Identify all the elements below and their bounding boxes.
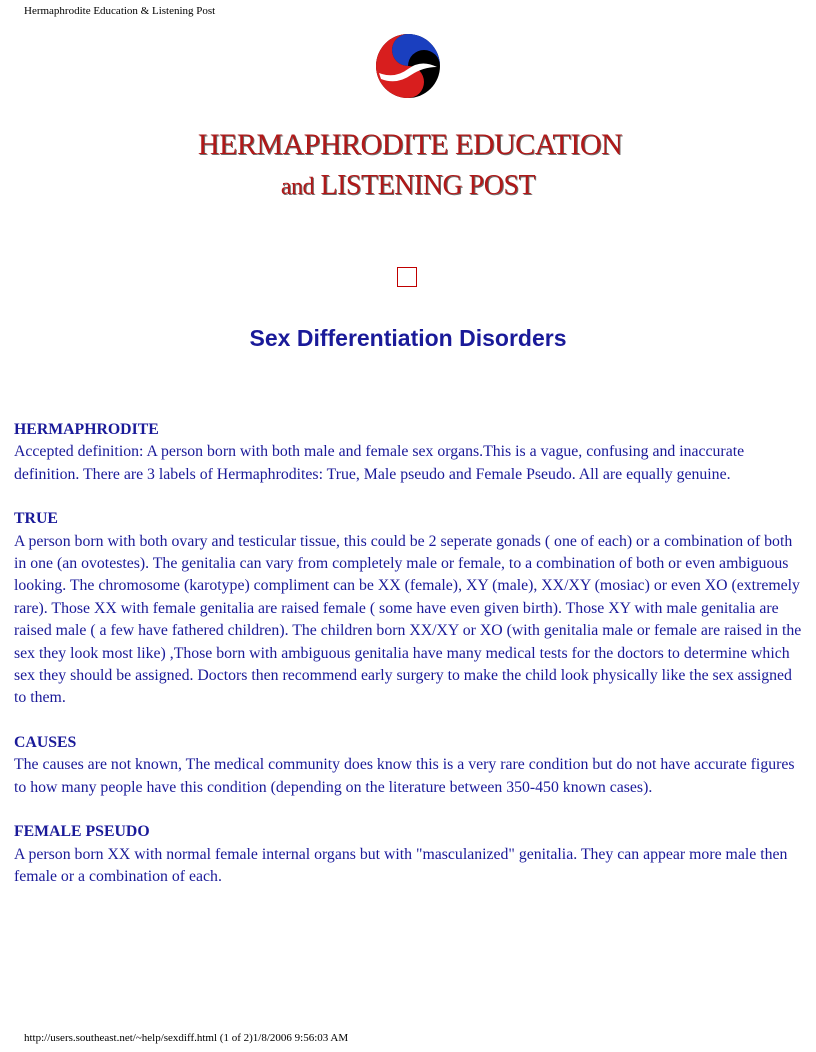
section-body: A person born with both ovary and testicular tissue, this could be 2 seperate gonads ( one of each) or a combination of both in one (an ovotestes). The genitalia can vary from completely male or female, to a combination of both or even ambiguous looking. The chromosome (karotype) compliment can be XX (female), XY (male), XX/XY (mosiac) or even XO (extremely rare). Those XX with female genitalia are raised female ( some have even given birth). Those XY with male genitalia are raised male ( a few have fathered children). The children born XX/XY or XO (with genitalia male or female are raised in the sex they look most like) ,Those born with ambiguous genitalia have many medical tests for the doctors to determine which sex they should be assigned. Doctors then recommend early surgery to make the child look physically like the sex assigned to them. bbox=[14, 532, 802, 707]
section-hermaphrodite bbox=[14, 419, 804, 486]
document-header-title: Hermaphrodite Education & Listening Post bbox=[24, 5, 216, 17]
section-heading: TRUE bbox=[14, 510, 58, 528]
section-heading: CAUSES bbox=[14, 733, 77, 751]
site-title-line-2 bbox=[0, 170, 816, 202]
section-causes bbox=[14, 732, 804, 799]
site-title-line-1: HERMAPHRODITE EDUCATION bbox=[197, 128, 623, 161]
site-title-listening-post: LISTENING POST bbox=[320, 170, 536, 201]
section-female-pseudo bbox=[14, 821, 804, 888]
section-body: Accepted definition: A person born with both male and female sex organs.This is a vague, confusing and inaccurate definition. There are 3 labels of Hermaphrodites: True, Male pseudo and Female Pseudo. All are equally genuine. bbox=[14, 443, 745, 483]
section-body: A person born XX with normal female internal organs but with "masculanized" genitalia. They can appear more male then female or a combination of each. bbox=[14, 845, 788, 885]
swirl-logo-icon bbox=[375, 33, 441, 99]
section-heading: HERMAPHRODITE bbox=[14, 421, 159, 438]
article-content bbox=[14, 419, 804, 910]
footer-url: http://users.southeast.net/~help/sexdiff.html (1 of 2)1/8/2006 9:56:03 AM bbox=[24, 1032, 349, 1044]
section-body: The causes are not known, The medical community does know this is a very rare condition but do not have accurate figures to how many people have this condition (depending on the literature between 350-450 known cases). bbox=[14, 756, 795, 796]
site-title-and: and bbox=[280, 174, 314, 200]
page-heading: Sex Differentiation Disorders bbox=[249, 325, 567, 351]
section-heading: FEMALE PSEUDO bbox=[14, 823, 150, 841]
broken-image-icon bbox=[397, 267, 417, 287]
section-true bbox=[14, 508, 804, 710]
